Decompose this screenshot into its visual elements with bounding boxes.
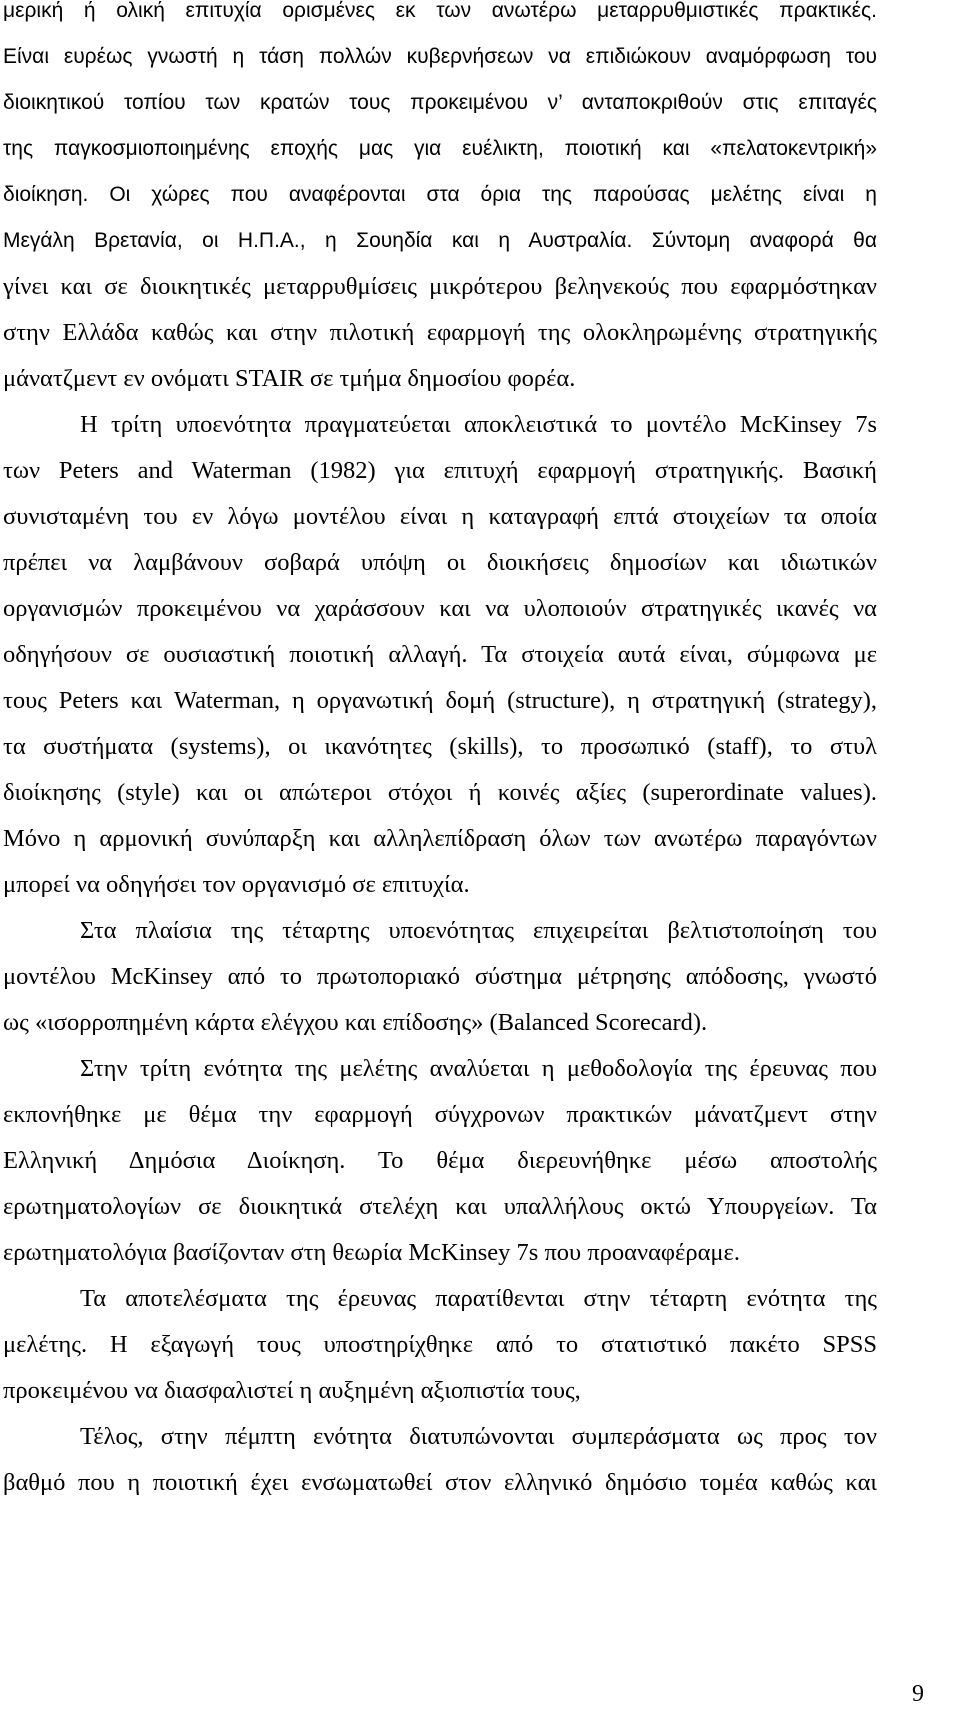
text-line-26: Ελληνική Δημόσια Διοίκηση. Το θέμα διερευνήθηκε μέσω αποστολής: [3, 1147, 877, 1174]
text-line-3: διοικητικού τοπίου των κρατών τους προκειμένου ν’ ανταποκριθούν στις επιταγές: [3, 91, 877, 114]
text-line-11: των Peters and Waterman (1982) για επιτυχή εφαρμογή στρατηγικής. Βασική: [3, 457, 877, 484]
text-line-18: διοίκησης (style) και οι απώτεροι στόχοι ή κοινές αξίες (superordinate values).: [3, 779, 877, 806]
text-line-7: γίνει και σε διοικητικές μεταρρυθμίσεις μικρότερου βεληνεκούς που εφαρμόστηκαν: [3, 273, 877, 300]
page-number: 9: [912, 1681, 924, 1707]
text-line-2: Είναι ευρέως γνωστή η τάση πολλών κυβερνήσεων να επιδιώκουν αναμόρφωση του: [3, 45, 877, 68]
text-line-23: ως «ισορροπημένη κάρτα ελέγχου και επίδοσης» (Balanced Scorecard).: [3, 1009, 708, 1036]
text-line-5: διοίκηση. Οι χώρες που αναφέρονται στα όρια της παρούσας μελέτης είναι η: [3, 183, 877, 206]
text-line-33: βαθμό που η ποιοτική έχει ενσωματωθεί στον ελληνικό δημόσιο τομέα καθώς και: [3, 1469, 877, 1496]
text-line-29: Τα αποτελέσματα της έρευνας παρατίθενται στην τέταρτη ενότητα της: [80, 1285, 877, 1312]
text-line-24: Στην τρίτη ενότητα της μελέτης αναλύεται η μεθοδολογία της έρευνας που: [80, 1055, 877, 1082]
text-line-22: μοντέλου McKinsey από το πρωτοποριακό σύστημα μέτρησης απόδοσης, γνωστό: [3, 963, 877, 990]
text-line-10: Η τρίτη υποενότητα πραγματεύεται αποκλειστικά το μοντέλο McKinsey 7s: [80, 411, 877, 438]
text-line-20: μπορεί να οδηγήσει τον οργανισμό σε επιτυχία.: [3, 871, 470, 898]
text-line-6: Μεγάλη Βρετανία, οι Η.Π.Α., η Σουηδία και η Αυστραλία. Σύντομη αναφορά θα: [3, 229, 877, 252]
text-line-13: πρέπει να λαμβάνουν σοβαρά υπόψη οι διοικήσεις δημοσίων και ιδιωτικών: [3, 549, 877, 576]
text-line-12: συνισταμένη του εν λόγω μοντέλου είναι η καταγραφή επτά στοιχείων τα οποία: [3, 503, 877, 530]
text-line-25: εκπονήθηκε με θέμα την εφαρμογή σύγχρονων πρακτικών μάνατζμεντ στην: [3, 1101, 877, 1128]
text-line-14: οργανισμών προκειμένου να χαράσσουν και να υλοποιούν στρατηγικές ικανές να: [3, 595, 877, 622]
text-line-17: τα συστήματα (systems), οι ικανότητες (skills), το προσωπικό (staff), το στυλ: [3, 733, 877, 760]
text-line-16: τους Peters και Waterman, η οργανωτική δομή (structure), η στρατηγική (strategy),: [3, 687, 877, 714]
text-line-27: ερωτηματολογίων σε διοικητικά στελέχη και υπαλλήλους οκτώ Υπουργείων. Τα: [3, 1193, 877, 1220]
text-line-15: οδηγήσουν σε ουσιαστική ποιοτική αλλαγή. Τα στοιχεία αυτά είναι, σύμφωνα με: [3, 641, 877, 668]
text-line-31: προκειμένου να διασφαλιστεί η αυξημένη αξιοπιστία τους,: [3, 1377, 581, 1404]
text-line-21: Στα πλαίσια της τέταρτης υποενότητας επιχειρείται βελτιστοποίηση του: [80, 917, 877, 944]
text-line-8: στην Ελλάδα καθώς και στην πιλοτική εφαρμογή της ολοκληρωμένης στρατηγικής: [3, 319, 877, 346]
text-line-28: ερωτηματολόγια βασίζονταν στη θεωρία McKinsey 7s που προαναφέραμε.: [3, 1239, 740, 1266]
text-line-30: μελέτης. Η εξαγωγή τους υποστηρίχθηκε από το στατιστικό πακέτο SPSS: [3, 1331, 877, 1358]
text-line-19: Μόνο η αρμονική συνύπαρξη και αλληλεπίδραση όλων των ανωτέρω παραγόντων: [3, 825, 877, 852]
text-line-1: μερική ή ολική επιτυχία ορισμένες εκ των ανωτέρω μεταρρυθμιστικές πρακτικές.: [3, 0, 877, 22]
text-line-9: μάνατζμεντ εν ονόματι STAIR σε τμήμα δημοσίου φορέα.: [3, 365, 576, 392]
text-line-4: της παγκοσμιοποιημένης εποχής μας για ευέλικτη, ποιοτική και «πελατοκεντρική»: [3, 137, 877, 160]
text-line-32: Τέλος, στην πέμπτη ενότητα διατυπώνονται συμπεράσματα ως προς τον: [80, 1423, 877, 1450]
